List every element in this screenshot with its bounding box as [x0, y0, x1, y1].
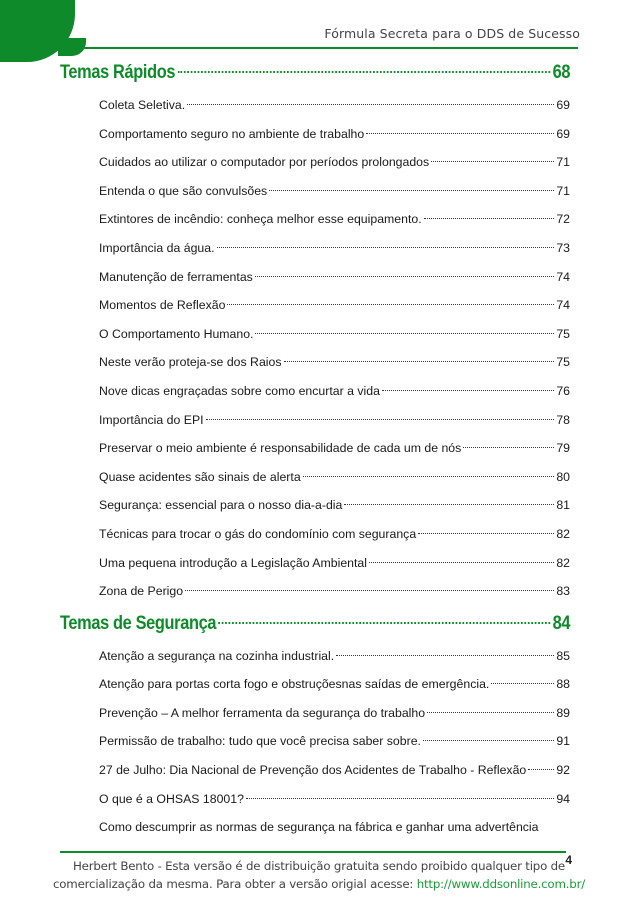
dot-leader — [246, 798, 554, 799]
section-page: 84 — [552, 612, 571, 634]
toc-entry[interactable] — [99, 177, 570, 206]
toc-entry[interactable] — [99, 120, 570, 149]
toc-entry[interactable] — [99, 785, 570, 814]
entry-title: Quase acidentes são sinais de alerta — [99, 469, 301, 484]
dot-leader — [255, 276, 555, 277]
footer-divider — [60, 851, 566, 853]
dot-leader — [219, 622, 550, 624]
entry-page: 78 — [556, 412, 570, 427]
entry-page: 85 — [556, 648, 570, 663]
entry-title: Importância do EPI — [99, 412, 204, 427]
entry-title: Atenção para portas corta fogo e obstruçõesnas saídas de emergência. — [99, 677, 490, 692]
entry-page: 74 — [556, 298, 570, 313]
entry-title: Zona de Perigo — [99, 584, 184, 599]
dot-leader — [366, 133, 554, 134]
entry-page: 69 — [556, 126, 570, 141]
toc-entry[interactable] — [99, 642, 570, 671]
toc-entry[interactable] — [99, 434, 570, 463]
toc-section-heading[interactable] — [60, 606, 570, 642]
toc-entry[interactable] — [99, 291, 570, 320]
entry-title: Momentos de Reflexão — [99, 298, 226, 313]
entry-page: 82 — [556, 526, 570, 541]
entry-page: 73 — [556, 240, 570, 255]
dot-leader — [336, 655, 554, 656]
toc-entry[interactable] — [99, 377, 570, 406]
toc-entry[interactable] — [99, 549, 570, 578]
entry-title: Comportamento seguro no ambiente de trabalho — [99, 126, 365, 141]
dot-leader — [463, 447, 554, 448]
toc-entry[interactable] — [99, 406, 570, 435]
entry-page: 89 — [556, 705, 570, 720]
toc-entry[interactable] — [99, 234, 570, 263]
entry-page: 91 — [556, 734, 570, 749]
toc-entry[interactable] — [99, 699, 570, 728]
entry-page: 83 — [556, 584, 570, 599]
dot-leader — [178, 71, 550, 73]
dot-leader — [344, 504, 554, 505]
entry-title: Prevenção – A melhor ferramenta da segurança do trabalho — [99, 705, 426, 720]
footer-link[interactable]: http://www.ddsonline.com.br/ — [416, 877, 585, 891]
dot-leader — [427, 712, 554, 713]
toc-entry[interactable] — [99, 756, 570, 785]
dot-leader — [418, 533, 554, 534]
entry-page: 80 — [556, 469, 570, 484]
entry-page: 81 — [556, 498, 570, 513]
entry-page: 72 — [556, 212, 570, 227]
dot-leader — [369, 562, 554, 563]
toc-entry[interactable] — [99, 348, 570, 377]
entry-title: Neste verão proteja-se dos Raios — [99, 355, 282, 370]
section-title: Temas Rápidos — [60, 62, 176, 83]
dot-leader — [491, 683, 554, 684]
dot-leader — [185, 590, 554, 591]
entry-page: 88 — [556, 677, 570, 692]
section-title: Temas de Segurança — [60, 612, 217, 634]
page-number: 4 — [565, 853, 572, 867]
entry-title: Extintores de incêndio: conheça melhor esse equipamento. — [99, 212, 422, 227]
entry-title: Cuidados ao utilizar o computador por períodos prolongados — [99, 155, 430, 170]
footer-line-2-text: comercialização da mesma. Para obter a versão origial acesse: — [52, 877, 417, 891]
entry-title: Importância da água. — [99, 240, 215, 255]
entry-page: 92 — [556, 763, 570, 778]
entry-title: O Comportamento Humano. — [99, 326, 254, 341]
entry-page: 71 — [556, 155, 570, 170]
entry-title: Nove dicas engraçadas sobre como encurtar a vida — [99, 383, 380, 398]
dot-leader — [187, 104, 554, 105]
dot-leader — [431, 161, 554, 162]
entry-title: Atenção a segurança na cozinha industrial. — [99, 648, 335, 663]
dot-leader — [255, 333, 554, 334]
table-of-contents — [60, 55, 570, 842]
entry-title: Segurança: essencial para o nosso dia-a-dia — [99, 498, 343, 513]
toc-entry[interactable] — [99, 727, 570, 756]
entry-title: 27 de Julho: Dia Nacional de Prevenção dos Acidentes de Trabalho - Reflexão — [99, 763, 527, 778]
header-title: Fórmula Secreta para o DDS de Sucesso — [324, 26, 580, 41]
toc-entry[interactable] — [99, 463, 570, 492]
toc-entry[interactable] — [99, 263, 570, 292]
footer-line-2 — [0, 875, 638, 893]
section-page: 68 — [552, 62, 571, 83]
dot-leader — [206, 419, 555, 420]
entry-page: 76 — [556, 383, 570, 398]
toc-entry[interactable] — [99, 491, 570, 520]
dot-leader — [528, 769, 554, 770]
dot-leader — [382, 390, 554, 391]
dot-leader — [303, 476, 555, 477]
toc-entry[interactable] — [99, 577, 570, 606]
entry-title: O que é a OHSAS 18001? — [99, 791, 244, 806]
entry-title: Coleta Seletiva. — [99, 98, 186, 112]
entry-page: 69 — [556, 98, 570, 112]
entry-title: Como descumprir as normas de segurança na fábrica e ganhar uma advertência — [99, 820, 539, 835]
dot-leader — [284, 361, 555, 362]
entry-title: Uma pequena introdução a Legislação Ambiental — [99, 555, 367, 570]
entry-page: 94 — [556, 791, 570, 806]
dot-leader — [217, 247, 555, 248]
entry-title: Permissão de trabalho: tudo que você precisa saber sobre. — [99, 734, 421, 749]
dot-leader — [269, 190, 554, 191]
toc-entry[interactable] — [99, 813, 570, 842]
entry-page: 71 — [556, 183, 570, 198]
entry-title: Entenda o que são convulsões — [99, 183, 268, 198]
entry-page: 75 — [556, 355, 570, 370]
toc-entry[interactable] — [99, 205, 570, 234]
entry-page: 75 — [556, 326, 570, 341]
header-divider — [60, 47, 578, 49]
entry-title: Manutenção de ferramentas — [99, 269, 253, 284]
dot-leader — [227, 304, 554, 305]
dot-leader — [424, 218, 555, 219]
entry-title: Preservar o meio ambiente é responsabilidade de cada um de nós — [99, 441, 462, 456]
entry-page: 74 — [556, 269, 570, 284]
footer — [0, 857, 638, 893]
entry-page: 79 — [556, 441, 570, 456]
toc-entry[interactable] — [99, 520, 570, 549]
toc-entry[interactable] — [99, 91, 570, 120]
dot-leader — [423, 740, 554, 741]
toc-entry[interactable] — [99, 148, 570, 177]
footer-line-1: Herbert Bento - Esta versão é de distribuição gratuita sendo proibido qualquer tipo de — [73, 859, 565, 873]
entry-title: Técnicas para trocar o gás do condomínio com segurança — [99, 526, 417, 541]
toc-entry[interactable] — [99, 320, 570, 349]
toc-section-heading[interactable] — [60, 55, 570, 91]
toc-entry[interactable] — [99, 670, 570, 699]
entry-page: 82 — [556, 555, 570, 570]
